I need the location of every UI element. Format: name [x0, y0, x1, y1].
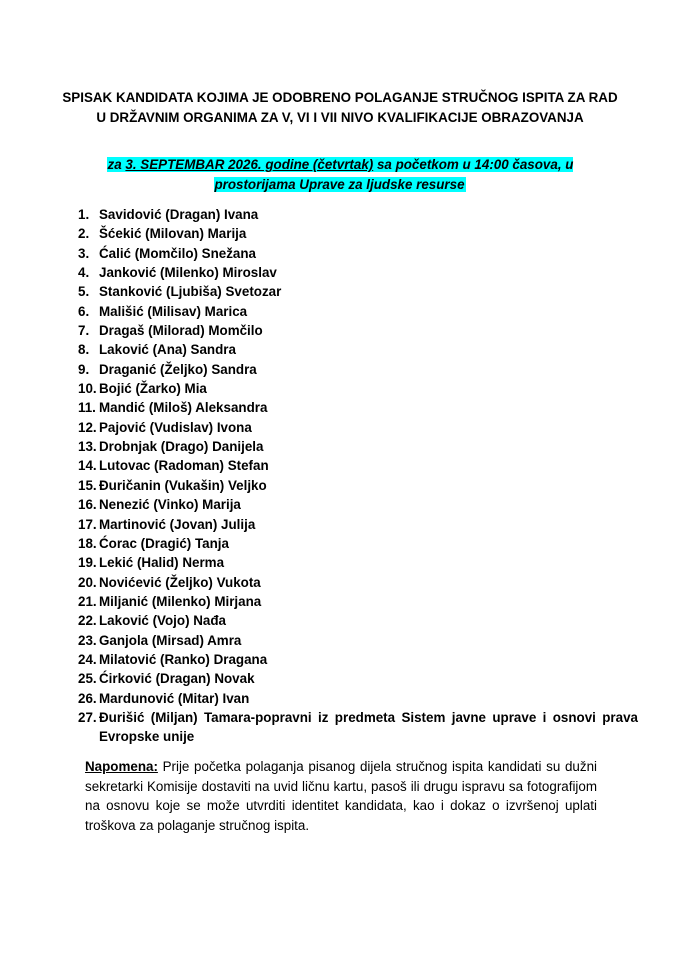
list-item-number: 4.	[78, 265, 90, 281]
list-item	[78, 263, 638, 282]
list-item-number: 23.	[78, 632, 97, 648]
list-item-number: 15.	[78, 477, 97, 493]
list-item	[78, 650, 638, 669]
list-item	[78, 398, 638, 417]
list-item	[78, 418, 638, 437]
list-item-number: 3.	[78, 245, 90, 261]
list-item-name: Mandić (Miloš) Aleksandra	[99, 400, 268, 416]
note-paragraph	[85, 757, 597, 835]
note-text: Prije početka polaganja pisanog dijela stručnog ispita kandidati su dužni sekretarki Komisije dostaviti na uvid ličnu kartu, pasoš ili drugu ispravu sa fotografijom na osnovu koje se može utvrditi identitet kandidata, kao i dokaz o izvršenoj uplati troškova za polaganje stručnog ispita.	[85, 759, 597, 833]
list-item-number: 24.	[78, 651, 97, 667]
list-item-name: Draganić (Željko) Sandra	[99, 361, 257, 377]
list-item-number: 18.	[78, 535, 97, 551]
list-item-name: Đuričanin (Vukašin) Veljko	[99, 477, 267, 493]
list-item	[78, 611, 638, 630]
list-item-name: Pajović (Vudislav) Ivona	[99, 419, 252, 435]
list-item-name: Lutovac (Radoman) Stefan	[99, 458, 269, 474]
list-item	[78, 224, 638, 243]
list-item	[78, 456, 638, 475]
list-item	[78, 244, 638, 263]
list-item-name: Martinović (Jovan) Julija	[99, 516, 256, 532]
schedule-date: 3. SEPTEMBAR 2026. godine (četvrtak)	[125, 157, 374, 172]
schedule-suffix: sa početkom u 14:00 časova, u prostorijama Uprave za ljudske resurse	[214, 157, 574, 192]
list-item	[78, 282, 638, 301]
schedule-highlight	[107, 157, 574, 192]
list-item	[78, 360, 638, 379]
list-item-name: Mališić (Milisav) Marica	[99, 303, 248, 319]
list-item-number: 9.	[78, 361, 90, 377]
schedule-prefix: za	[107, 157, 126, 172]
list-item-number: 7.	[78, 323, 90, 339]
list-item	[78, 573, 638, 592]
list-item	[78, 553, 638, 572]
list-item	[78, 515, 638, 534]
list-item-number: 5.	[78, 284, 90, 300]
list-item-number: 6.	[78, 303, 90, 319]
list-item	[78, 495, 638, 514]
list-item	[78, 689, 638, 708]
list-item-number: 8.	[78, 342, 90, 358]
list-item	[78, 437, 638, 456]
list-item-name: Šćekić (Milovan) Marija	[99, 226, 247, 242]
list-item-name: Janković (Milenko) Miroslav	[99, 265, 277, 281]
list-item-name: Dragaš (Milorad) Momčilo	[99, 323, 263, 339]
list-item	[78, 340, 638, 359]
list-item	[78, 631, 638, 650]
list-item	[78, 205, 638, 224]
list-item-number: 27.	[78, 709, 97, 725]
list-item-name: Milatović (Ranko) Dragana	[99, 651, 268, 667]
list-item-number: 14.	[78, 458, 97, 474]
list-item-name: Drobnjak (Drago) Danijela	[99, 439, 264, 455]
list-item-number: 20.	[78, 574, 97, 590]
list-item-number: 13.	[78, 439, 97, 455]
list-item-number: 2.	[78, 226, 90, 242]
list-item-number: 21.	[78, 593, 97, 609]
list-item	[78, 592, 638, 611]
list-item-number: 19.	[78, 555, 97, 571]
list-item-name: Ćalić (Momčilo) Snežana	[99, 245, 256, 261]
exam-schedule	[70, 155, 610, 194]
list-item-name: Ganjola (Mirsad) Amra	[99, 632, 242, 648]
list-item	[78, 669, 638, 688]
list-item	[78, 302, 638, 321]
document-title: SPISAK KANDIDATA KOJIMA JE ODOBRENO POLAGANJE STRUČNOG ISPITA ZA RAD U DRŽAVNIM ORGANIMA ZA V, VI I VII NIVO KVALIFIKACIJE OBRAZOVANJA	[62, 90, 618, 125]
list-item-name: Laković (Vojo) Nađa	[99, 613, 226, 629]
list-item	[78, 321, 638, 340]
candidate-list	[78, 205, 638, 747]
list-item-name: Stanković (Ljubiša) Svetozar	[99, 284, 282, 300]
list-item	[78, 379, 638, 398]
list-item-number: 22.	[78, 613, 97, 629]
list-item-number: 16.	[78, 497, 97, 513]
list-item-name: Ćorac (Dragić) Tanja	[99, 535, 229, 551]
list-item-name: Đurišić (Miljan) Tamara-popravni iz predmeta Sistem javne uprave i osnovi prava Evropske unije	[99, 709, 638, 745]
list-item	[78, 708, 638, 747]
list-item-name: Laković (Ana) Sandra	[99, 342, 236, 358]
list-item	[78, 534, 638, 553]
list-item-name: Miljanić (Milenko) Mirjana	[99, 593, 262, 609]
list-item	[78, 476, 638, 495]
list-item-name: Nenezić (Vinko) Marija	[99, 497, 241, 513]
list-item-name: Savidović (Dragan) Ivana	[99, 207, 259, 222]
list-item-number: 10.	[78, 381, 97, 397]
list-item-name: Novićević (Željko) Vukota	[99, 574, 261, 590]
list-item-name: Ćirković (Dragan) Novak	[99, 671, 255, 687]
list-item-name: Mardunović (Mitar) Ivan	[99, 690, 250, 706]
list-item-name: Lekić (Halid) Nerma	[99, 555, 225, 571]
list-item-number: 25.	[78, 671, 97, 687]
list-item-name: Bojić (Žarko) Mia	[99, 381, 207, 397]
list-item-number: 17.	[78, 516, 97, 532]
list-item-number: 26.	[78, 690, 97, 706]
list-item-number: 12.	[78, 419, 97, 435]
list-item-number: 11.	[78, 400, 96, 416]
list-item-number: 1.	[78, 207, 90, 222]
note-label: Napomena:	[85, 759, 158, 774]
